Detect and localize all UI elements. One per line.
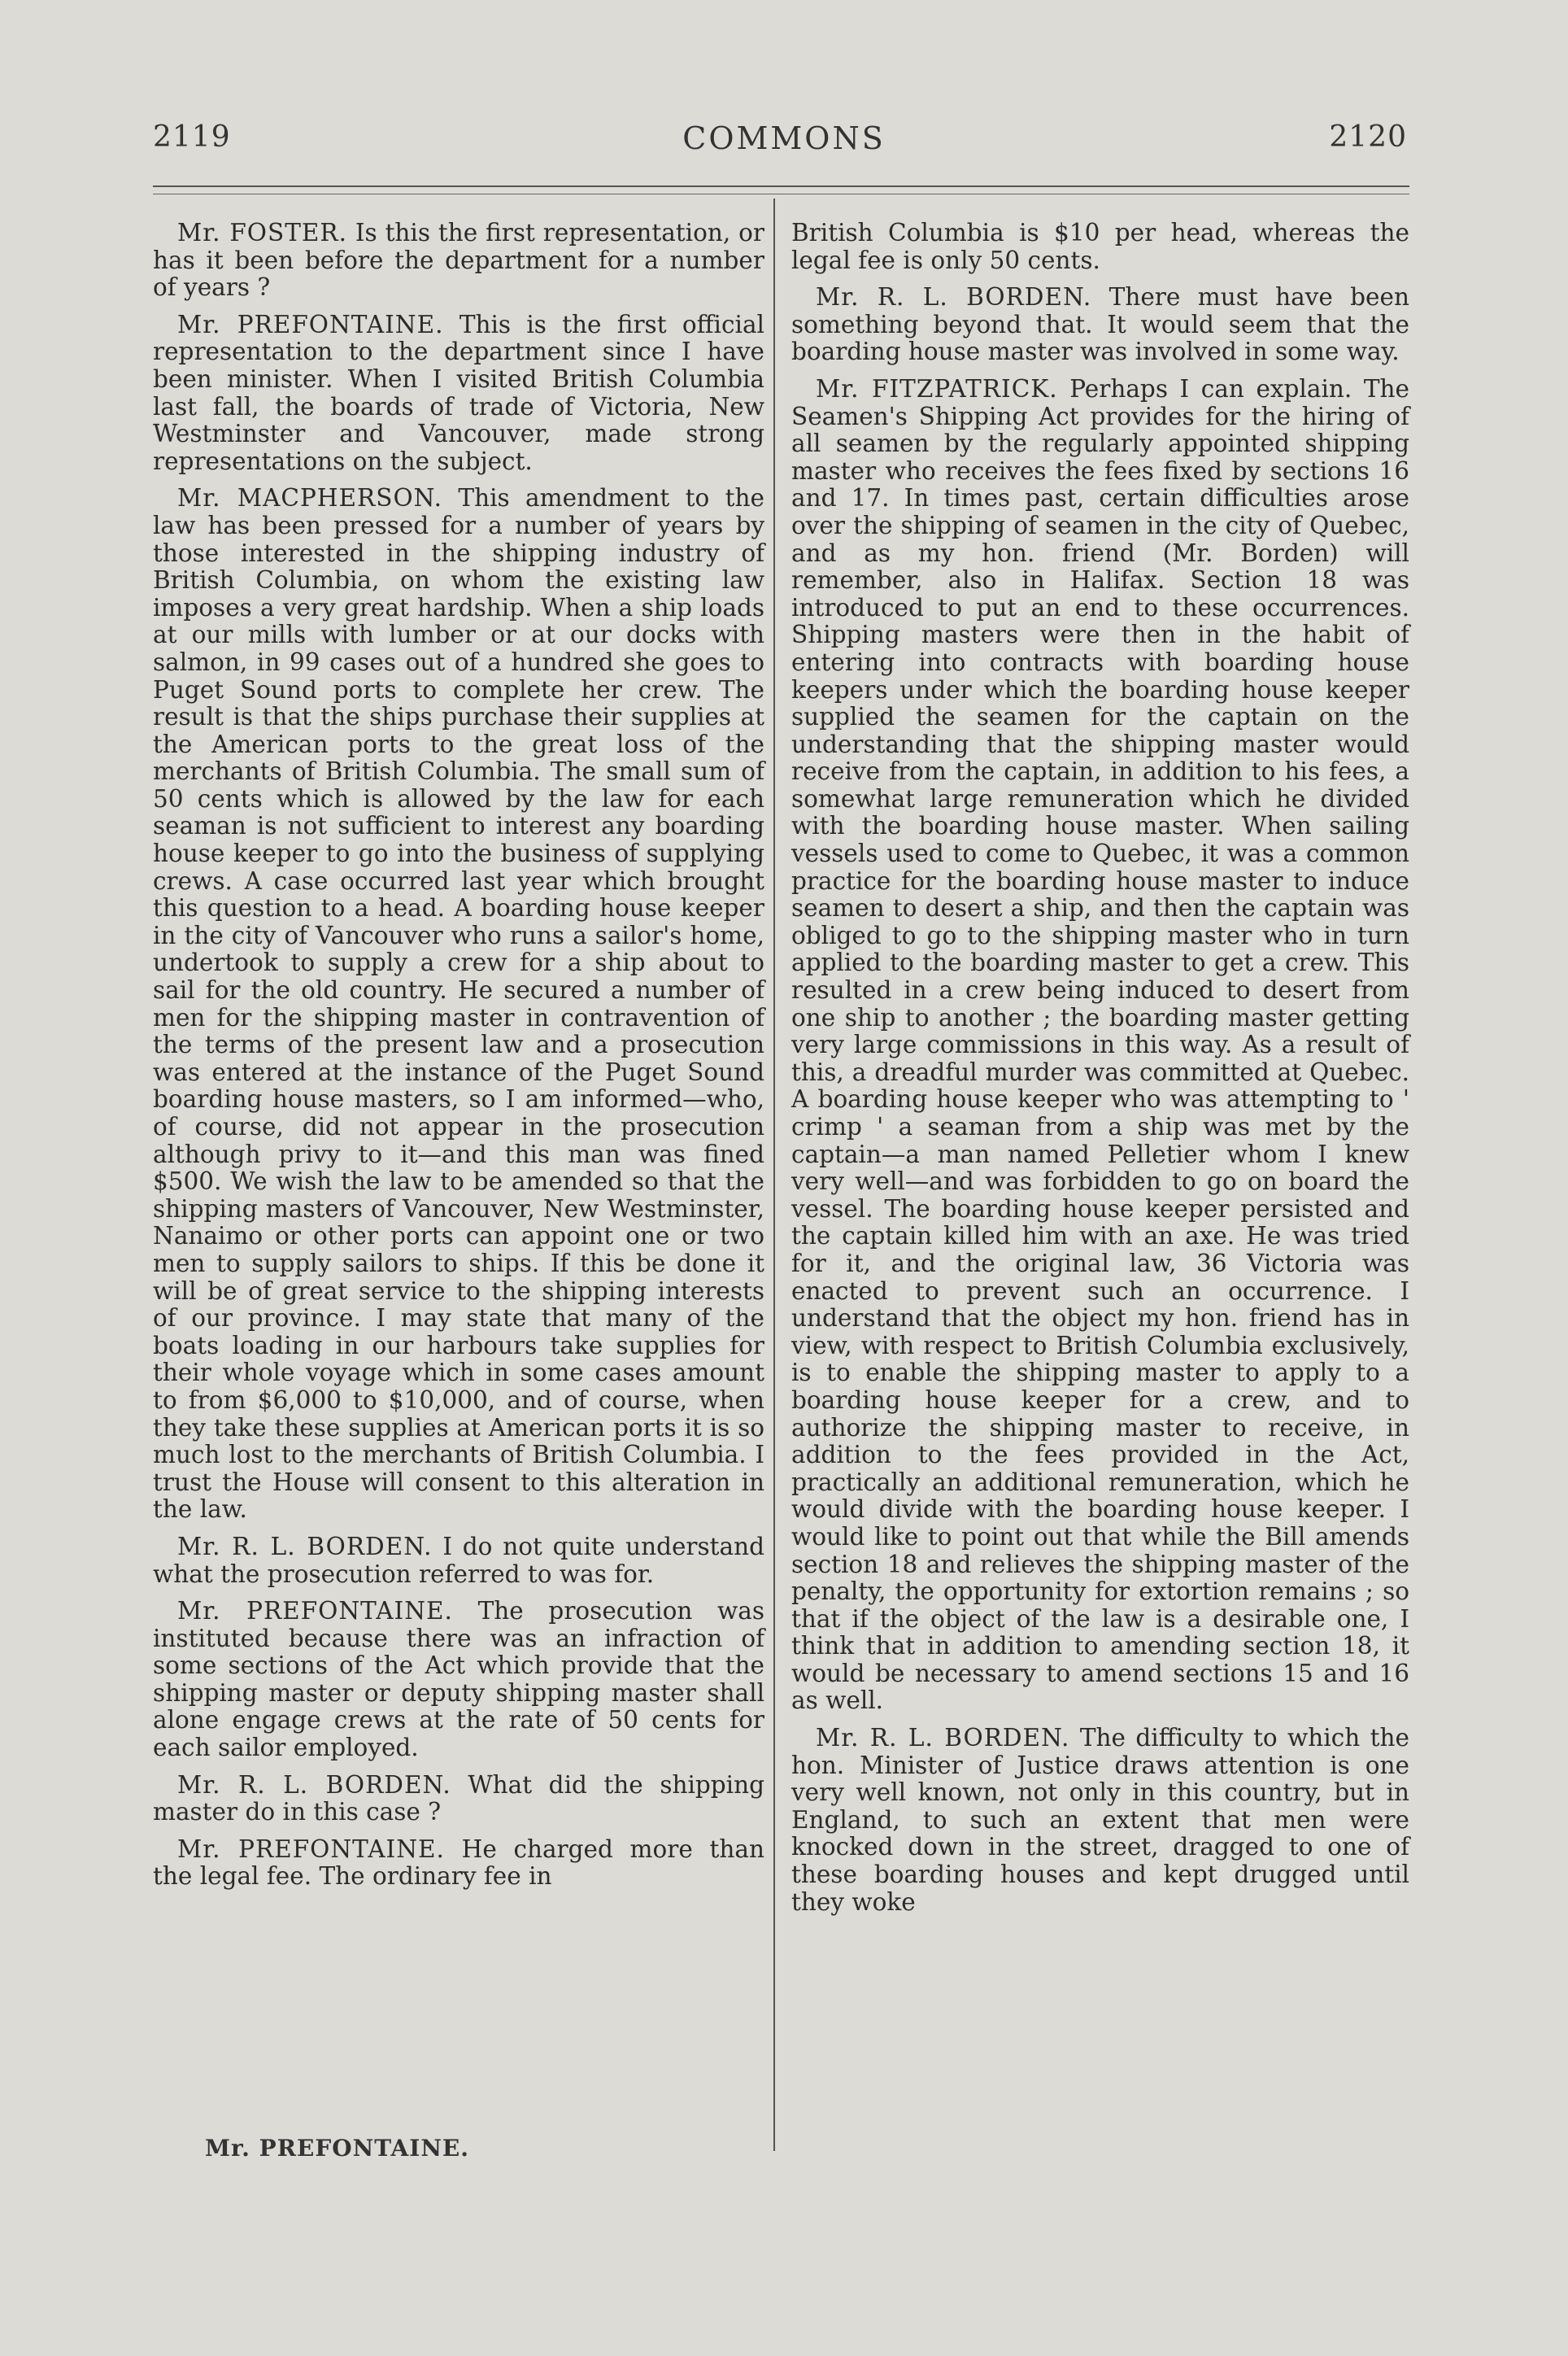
paragraph xyxy=(153,1534,764,1588)
speaker-name: Mr. PREFONTAINE. xyxy=(177,1835,445,1863)
speaker-name: Mr. FOSTER. xyxy=(177,219,347,247)
paragraph xyxy=(791,1725,1409,1916)
header-rule-top xyxy=(153,185,1409,187)
footer-speaker: Mr. PREFONTAINE. xyxy=(205,2135,470,2162)
speaker-name: Mr. FITZPATRICK. xyxy=(816,374,1058,403)
speech-text: Is this the first representation, or has it been before the department for a number of years ? xyxy=(153,219,764,302)
speaker-name: Mr. R. L. BORDEN. xyxy=(816,283,1092,312)
speech-text: The difficulty to which the hon. Minister of Justice draws attention is one very well known, not only in this country, but in England, to such an extent that men were knocked down in the street, dragged to one of these boarding houses and kept drugged until they woke xyxy=(791,1724,1409,1916)
speech-text: There must have been something beyond that. It would seem that the boarding house master was involved in some way. xyxy=(791,283,1409,366)
speech-text: I do not quite understand what the prosecution referred to was for. xyxy=(153,1532,764,1588)
page-number-left: 2119 xyxy=(153,120,231,154)
page-title: COMMONS xyxy=(682,120,886,156)
speech-text: What did the shipping master do in this case ? xyxy=(153,1770,764,1826)
speech-text: Perhaps I can explain. The Seamen's Shipping Act provides for the hiring of all seamen by the regularly appointed shipping master who receives the fees fixed by sections 16 and 17. In times past, certain difficulties arose over the shipping of seamen in the city of Quebec, and as my hon. friend (Mr. Borden) will remember, also in Halifax. Section 18 was introduced to put an end to these occurrences. Shipping masters were then in the habit of entering into contracts with boarding house keepers under which the boarding house keeper supplied the seamen for the captain on the understanding that the shipping master would receive from the captain, in addition to his fees, a somewhat large remuneration which he divided with the boarding house master. When sailing vessels used to come to Quebec, it was a common practice for the boarding house master to induce seamen to desert a ship, and then the captain was obliged to go to the shipping master who in turn applied to the boarding master to get a crew. This resulted in a crew being induced to desert from one ship to another ; the boarding master getting very large commissions in this way. As a result of this, a dreadful murder was committed at Quebec. A boarding house keeper who was attempting to ' crimp ' a seaman from a ship was met by the captain—a man named Pelletier whom I knew very well—and was forbidden to go on board the vessel. The boarding house keeper persisted and the captain killed him with an axe. He was tried for it, and the original law, 36 Victoria was enacted to prevent such an occurrence. I understand that the object my hon. friend has in view, with respect to British Columbia exclusively, is to enable the shipping master to apply to a boarding house keeper for a crew, and to authorize the shipping master to receive, in addition to the fees provided in the Act, practically an additional remuneration, which he would divide with the boarding house keeper. I would like to point out that while the Bill amends section 18 and relieves the shipping master of the penalty, the opportunity for extortion remains ; so that if the object of the law is a desirable one, I think that in addition to amending section 18, it would be necessary to amend sections 15 and 16 as well. xyxy=(791,374,1409,1715)
speaker-name: Mr. PREFONTAINE. xyxy=(177,310,444,338)
page-number-right: 2120 xyxy=(1329,120,1407,154)
speech-text: This is the first official representation to the department since I have been minister. When I visited British Columbia last fall, the boards of trade of Victoria, New Westminster and Vancouver, made strong representations on the subject. xyxy=(153,310,764,475)
speaker-name: Mr. PREFONTAINE. xyxy=(177,1597,453,1625)
paragraph xyxy=(791,220,1409,274)
paragraph xyxy=(153,1772,764,1826)
speaker-name: Mr. R. L. BORDEN. xyxy=(177,1532,433,1560)
right-column xyxy=(791,220,1409,1926)
paragraph xyxy=(153,1598,764,1762)
column-divider xyxy=(773,199,775,2151)
paragraph xyxy=(153,220,764,302)
paragraph xyxy=(153,485,764,1524)
paragraph xyxy=(791,284,1409,366)
speech-text: This amendment to the law has been pressed for a number of years by those interested in the shipping industry of British Columbia, on whom the existing law imposes a very great hardship. When a ship loads at our mills with lumber or at our docks with salmon, in 99 cases out of a hundred she goes to Puget Sound ports to complete her crew. The result is that the ships purchase their supplies at the American ports to the great loss of the merchants of British Columbia. The small sum of 50 cents which is allowed by the law for each seaman is not sufficient to interest any boarding house keeper to go into the business of supplying crews. A case occurred last year which brought this question to a head. A boarding house keeper in the city of Vancouver who runs a sailor's home, undertook to supply a crew for a ship about to sail for the old country. He secured a number of men for the shipping master in contravention of the terms of the present law and a prosecution was entered at the instance of the Puget Sound boarding house masters, so I am informed—who, of course, did not appear in the prosecution although privy to it—and this man was fined $500. We wish the law to be amended so that the shipping masters of Vancouver, New Westminster, Nanaimo or other ports can appoint one or two men to supply sailors to ships. If this be done it will be of great service to the shipping interests of our province. I may state that many of the boats loading in our harbours take supplies for their whole voyage which in some cases amount to from $6,000 to $10,000, and of course, when they take these supplies at American ports it is so much lost to the merchants of British Columbia. I trust the House will consent to this alteration in the law. xyxy=(153,484,764,1524)
speech-text: British Columbia is $10 per head, whereas the legal fee is only 50 cents. xyxy=(791,219,1409,274)
speaker-name: Mr. MACPHERSON. xyxy=(177,484,442,513)
speaker-name: Mr. R. L. BORDEN. xyxy=(816,1724,1070,1752)
speech-text: The prosecution was instituted because there was an infraction of some sections of the Act which provide that the shipping master or deputy shipping master shall alone engage crews at the rate of 50 cents for each sailor employed. xyxy=(153,1597,764,1762)
paragraph xyxy=(153,312,764,476)
paragraph xyxy=(791,376,1409,1715)
left-column xyxy=(153,220,764,1900)
speaker-name: Mr. R. L. BORDEN. xyxy=(177,1770,451,1799)
speech-text: He charged more than the legal fee. The ordinary fee in xyxy=(153,1835,764,1891)
paragraph xyxy=(153,1836,764,1891)
